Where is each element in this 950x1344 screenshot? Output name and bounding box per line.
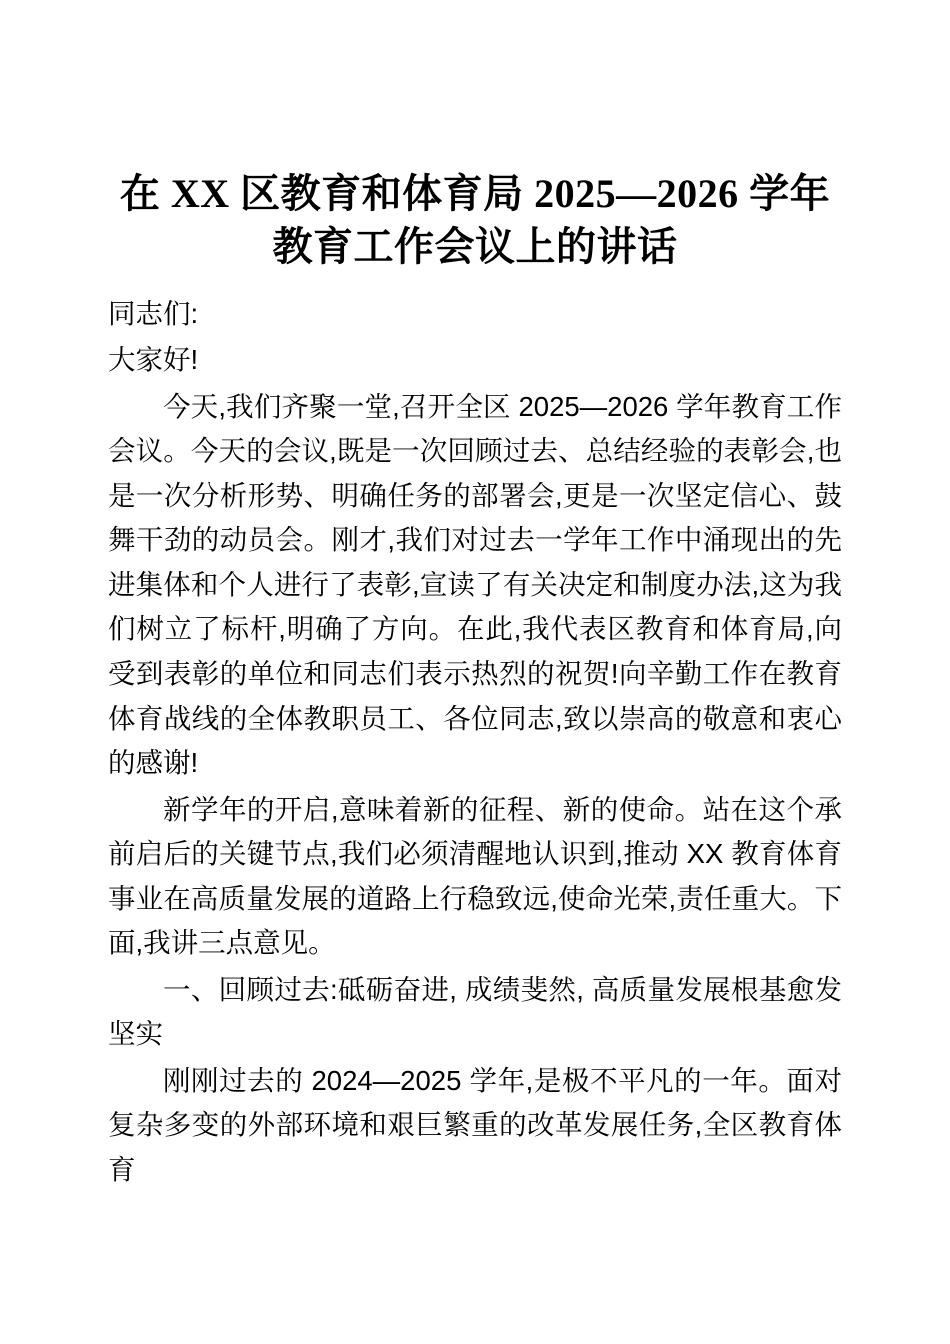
paragraph-salutation: 同志们: [108,297,199,329]
paragraph-greeting: 大家好! [108,344,199,376]
paragraph-section-one-body: 刚刚过去的 2024—2025 学年,是极不平凡的一年。面对复杂多变的外部环境和艰巨繁重的改革发展任务,全区教育体育 [108,1064,842,1185]
paragraph-new-year-mission: 新学年的开启,意味着新的征程、新的使命。站在这个承前启后的关键节点,我们必须清醒地认识到,推动 XX 教育体育事业在高质量发展的道路上行稳致远,使命光荣,责任重大。下面,我讲三点意见。 [108,793,842,959]
paragraph-opening: 今天,我们齐聚一堂,召开全区 2025—2026 学年教育工作会议。今天的会议,既是一次回顾过去、总结经验的表彰会,也是一次分析形势、明确任务的部署会,更是一次坚定信心、鼓舞干劲的动员会。刚才,我们对过去一学年工作中涌现出的先进集体和个人进行了表彰,宣读了有关决定和制度办法,这为我们树立了标杆,明确了方向。在此,我代表区教育和体育局,向受到表彰的单位和同志们表示热烈的祝贺!向辛勤工作在教育体育战线的全体教职员工、各位同志,致以崇高的敬意和衷心的感谢! [108,390,842,779]
page-title: 在 XX 区教育和体育局 2025—2026 学年教育工作会议上的讲话 [119,171,831,269]
paragraph-section-one-heading: 一、回顾过去:砥砺奋进, 成绩斐然, 高质量发展根基愈发坚实 [108,973,842,1050]
